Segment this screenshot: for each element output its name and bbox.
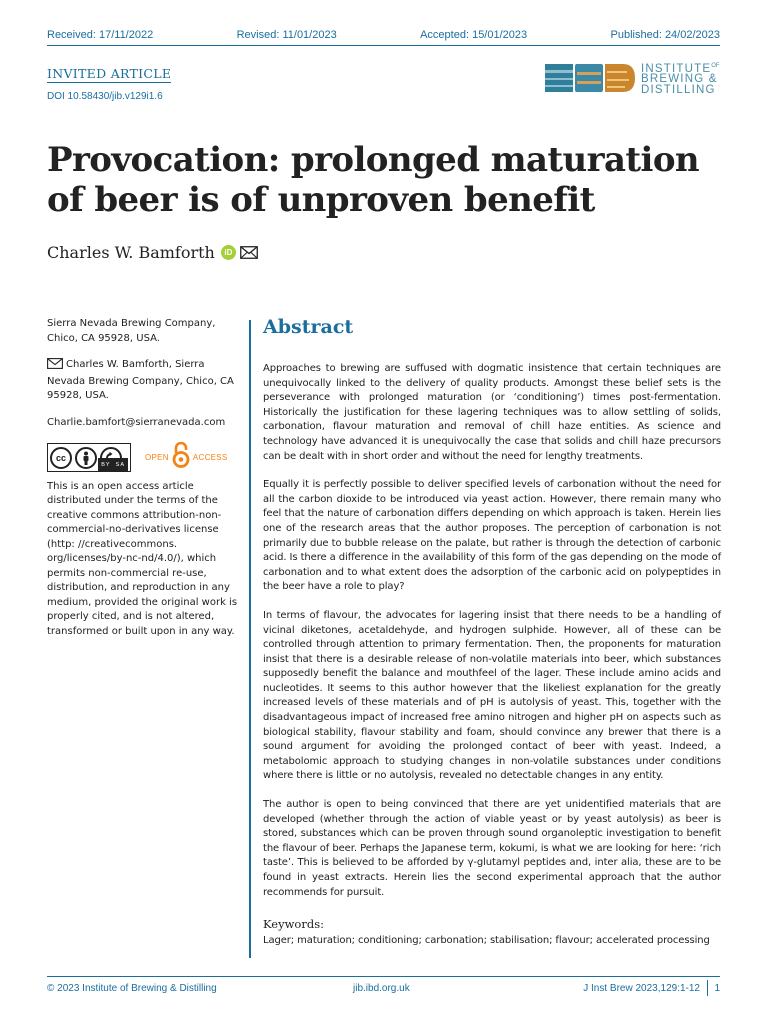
abstract-paragraph: Equally it is perfectly possible to deliver specified levels of carbonation without the need for all the carbon dioxide to be introduced via yeast action. However, there remain many who feel that the nature of carbonation differs depending on which approach is taken. Herein lies one of the research areas that the author proposes. The perception of carbonation is not primarily due to bubble release on the palate, but rather is through the detection of carbonic acid. Is there a difference in the availability of this form of the gas depending on the mode of carbonation and to what extent does the adsorption of the carbonic acid on polypeptides in the beer have a role to play? [263,479,721,593]
footer-website-link[interactable]: jib.ibd.org.uk [353,983,410,994]
bottom-divider [47,976,720,977]
envelope-icon[interactable] [240,246,258,259]
correspondence-address: Charles W. Bamforth, Sierra Nevada Brewing Company, Chico, CA 95928, USA. [47,359,234,401]
top-divider [47,45,720,46]
ibd-logo-mark [545,61,635,95]
ibd-logo [545,60,720,96]
abstract-heading: Abstract [263,316,354,338]
cc-icon: cc [50,447,72,469]
article-sidebar [47,317,239,651]
cc-license-badge[interactable] [47,443,131,472]
published-date: Published: 24/02/2023 [610,29,720,41]
author-name[interactable]: Charles W. Bamforth [47,243,215,262]
cc-labels: BY SA [98,458,128,473]
abstract-paragraph: The author is open to being convinced that there are yet unidentified materials that are developed (whether through the action of viable yeast or by yeast autolysis) as beer is stored, substances which can be proven through sound organoleptic investigation to benefit the flavour of beer. Perhaps the Japanese term, kokumi, is what we are looking for here: ‘rich taste’. This is believed to be afforded by γ-glutamyl peptides and, inter alia, these are to be found in yeast extracts. Herein lies the second experimental approach that the author recommends for pursuit. [263,799,721,898]
footer-citation: J Inst Brew 2023,129:1-12 [583,983,700,994]
accepted-date: Accepted: 15/01/2023 [420,29,528,41]
publication-dates [47,29,720,41]
keywords-list: Lager; maturation; conditioning; carbonation; stabilisation; flavour; accelerated processing [263,935,710,946]
open-access-lock-icon [172,442,190,474]
column-divider [249,320,251,958]
license-badges [47,442,239,474]
license-text: This is an open access article distributed under the terms of the creative commons attribution-non-commercial-no-derivatives license (http: //creativecommons. org/licenses/by-nc-nd/4.0/), which permits non-commercial re-use, distribution, and reproduction in any medium, provided the original work is properly cited, and is not altered, transformed or built upon in any way. [47,480,238,637]
author-line [47,243,258,262]
envelope-icon [47,358,63,375]
ibd-logo-text: $INSTITUTE^{OF}$ BREWING & DISTILLING [641,62,720,96]
abstract-paragraph: In terms of flavour, the advocates for lagering insist that there needs to be a handling of vicinal diketones, acetaldehyde, and hydrogen sulphide. However, all of these can be controlled through attention to primary fermentation. Then, the proponents for maturation insist that there is a desirable release of non-volatile materials into beer, which substances supposedly benefit the balance and mouthfeel of the lager. These include amino acids and nucleotides. It seems to this author however that the likeliest explanation for the greatly increased levels of these materials and of pH is autolysis of yeast. This, together with the disadvantageous impact of increased free amino nitrogen and higher pH on aspects such as biological stability, flavour stability and foam, should convince any brewer that there is a sound argument for avoiding the prolonged contact of beer with yeast. Indeed, a metabolomic approach to studying changes in non-volatile substances under conditions where there is little or no autolysis, revealed no detectable changes in any entity. [263,609,721,782]
article-title: Provocation: prolonged maturation of beer is of unproven benefit [47,140,700,220]
doi-link[interactable]: DOI 10.58430/jib.v129i1.6 [47,91,163,102]
by-icon [75,447,97,469]
correspondence [47,358,239,404]
abstract-paragraph: Approaches to brewing are suffused with dogmatic insistence that certain techniques are unequivocally linked to the delivery of quality products. Amongst these belief sets is the perseverance with prolonged maturation (or ‘conditioning’) times post-fermentation. Historically the justification for these lagering techniques was to allow settling of solids, carbonation, flavour maturation and removal of chill haze entities. As science and technology have advanced it is unequivocally the case that solids and chill haze precursors can be dealt with in short order and without the need for lengthy treatments. [263,363,721,462]
received-date: Received: 17/11/2022 [47,29,154,41]
article-type: INVITED ARTICLE [47,66,172,81]
email-link[interactable]: Charlie.bamfort@sierranevada.com [47,416,226,428]
orcid-icon[interactable]: iD [221,245,236,260]
footer-separator [707,980,708,996]
abstract-body [263,362,721,914]
page-number: 1 [714,983,720,994]
keywords-heading: Keywords: [263,917,324,931]
footer-copyright: © 2023 Institute of Brewing & Distilling [47,983,217,994]
affiliation: Sierra Nevada Brewing Company, Chico, CA 95928, USA. [47,318,216,344]
revised-date: Revised: 11/01/2023 [236,29,337,41]
open-access-badge: OPEN ACCESS [145,442,228,474]
